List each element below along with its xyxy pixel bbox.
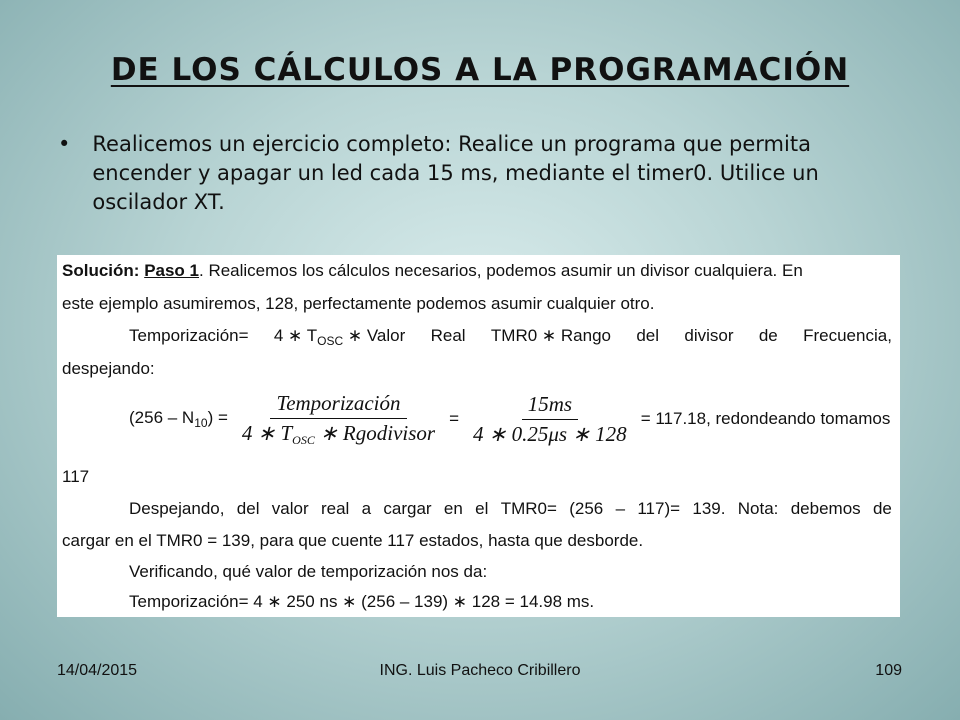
solution-line-9: Verificando, qué valor de temporización nos da: [129,562,488,581]
fraction-2 [467,392,633,447]
solution-line-1-text: . Realicemos los cálculos necesarios, podemos asumir un divisor cualquiera. En [199,261,803,280]
fraction-2-denominator: 4 ∗ 0.25μs ∗ 128 [473,421,627,446]
fraction-1 [236,391,441,448]
formula-word: Real [430,326,466,345]
solution-line-10: Temporización= 4 ∗ 250 ns ∗ (256 – 139) ∗ 128 = 14.98 ms. [129,592,595,611]
step-label: Paso 1 [144,261,199,280]
fraction-1-numerator: Temporización [270,391,406,419]
bullet-item [58,130,848,217]
fraction-1-denominator: 4 ∗ $T_{OSC}$ ∗ Rgodivisor [241,420,436,447]
equation-equals: = [449,409,460,428]
equation-row [129,388,894,450]
solution-panel [57,255,900,617]
solution-line-1 [62,261,892,281]
formula-word: divisor [684,326,734,345]
formula-word: Frecuencia, [803,326,892,345]
footer-author: ING. Luis Pacheco Cribillero [379,662,581,679]
formula-word: 4 ∗ $T_{OSC}$ ∗ Valor [273,326,406,348]
solution-line-8: cargar en el TMR0 = 139, para que cuente 117 estados, hasta que desborde. [62,531,644,550]
solution-line-7: Despejando, del valor real a cargar en el TMR0= (256 – 117)= 139. Nota: debemos de [129,499,892,518]
slide-title: DE LOS CÁLCULOS A LA PROGRAMACIÓN [110,52,850,88]
fraction-2-numerator: 15ms [522,392,578,420]
bullet-marker: • [58,132,71,156]
footer-page-number: 109 [875,662,902,679]
formula-word: Temporización= [129,326,249,345]
equation-left: $(256 - N_{10})$ = [129,408,228,430]
formula-word: de [758,326,778,345]
solution-label: Solución: [62,261,140,280]
solution-line-4: despejando: [62,359,155,378]
formula-word: del [636,326,660,345]
bullet-text: Realicemos un ejercicio completo: Realice un programa que permita encender y apagar un led cada 15 ms, mediante el timer0. Utilice un oscilador XT. [92,132,819,214]
footer-date: 14/04/2015 [57,662,138,679]
formula-word: TMR0 ∗ Rango [490,326,611,345]
formula-line [129,326,892,348]
solution-line-2: este ejemplo asumiremos, 128, perfectamente podemos asumir cualquier otro. [62,294,655,313]
solution-line-6: 117 [62,467,90,486]
equation-result: = 117.18, redondeando tomamos [640,409,891,428]
